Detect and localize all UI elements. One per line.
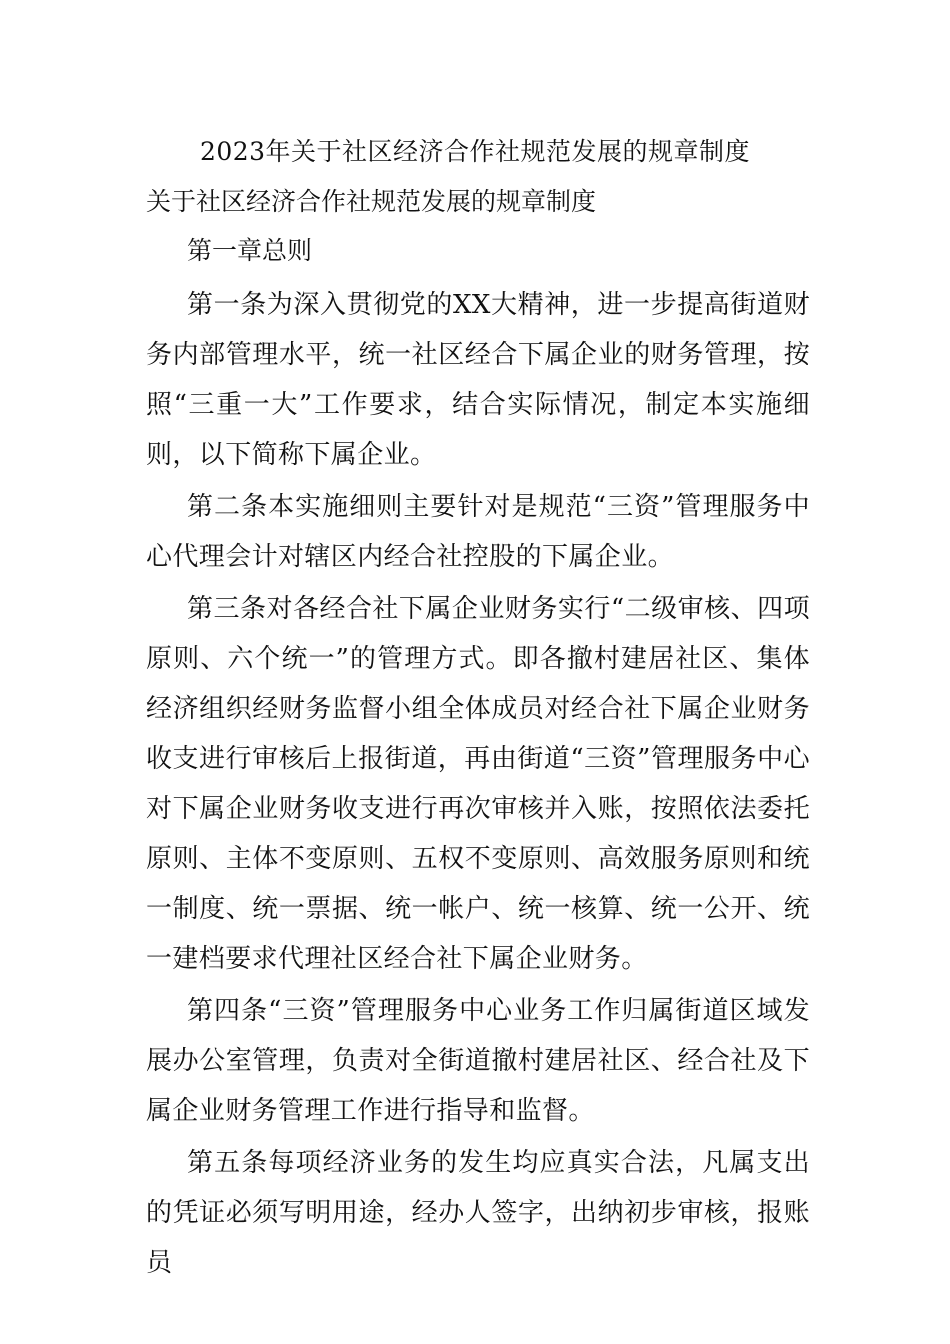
article-3: 第三条对各经合社下属企业财务实行“二级审核、四项原则、六个统一”的管理方式。即各撤村建居社区、集体经济组织经财务监督小组全体成员对经合社下属企业财务收支进行审核后上报街道，再由街道“三资”管理服务中心对下属企业财务收支进行再次审核并入账，按照依法委托原则、主体不变原则、五权不变原则、高效服务原则和统一制度、统一票据、统一帐户、统一核算、统一公开、统一建档要求代理社区经合社下属企业财务。 bbox=[146, 594, 810, 974]
document-title: 2023年关于社区经济合作社规范发展的规章制度 bbox=[199, 137, 751, 166]
chapter-heading: 第一章总则 bbox=[187, 236, 313, 265]
article-4: 第四条“三资”管理服务中心业务工作归属街道区域发展办公室管理，负责对全街道撤村建居社区、经合社及下属企业财务管理工作进行指导和监督。 bbox=[146, 996, 810, 1126]
document-body bbox=[146, 280, 810, 1290]
document-subtitle: 关于社区经济合作社规范发展的规章制度 bbox=[146, 187, 597, 216]
article-5: 第五条每项经济业务的发生均应真实合法，凡属支出的凭证必须写明用途，经办人签字，出纳初步审核，报账员 bbox=[146, 1148, 810, 1278]
article-2: 第二条本实施细则主要针对是规范“三资”管理服务中心代理会计对辖区内经合社控股的下属企业。 bbox=[146, 492, 810, 572]
article-1: 第一条为深入贯彻党的XX大精神，进一步提高街道财务内部管理水平，统一社区经合下属企业的财务管理，按照“三重一大”工作要求，结合实际情况，制定本实施细则，以下简称下属企业。 bbox=[146, 290, 810, 470]
